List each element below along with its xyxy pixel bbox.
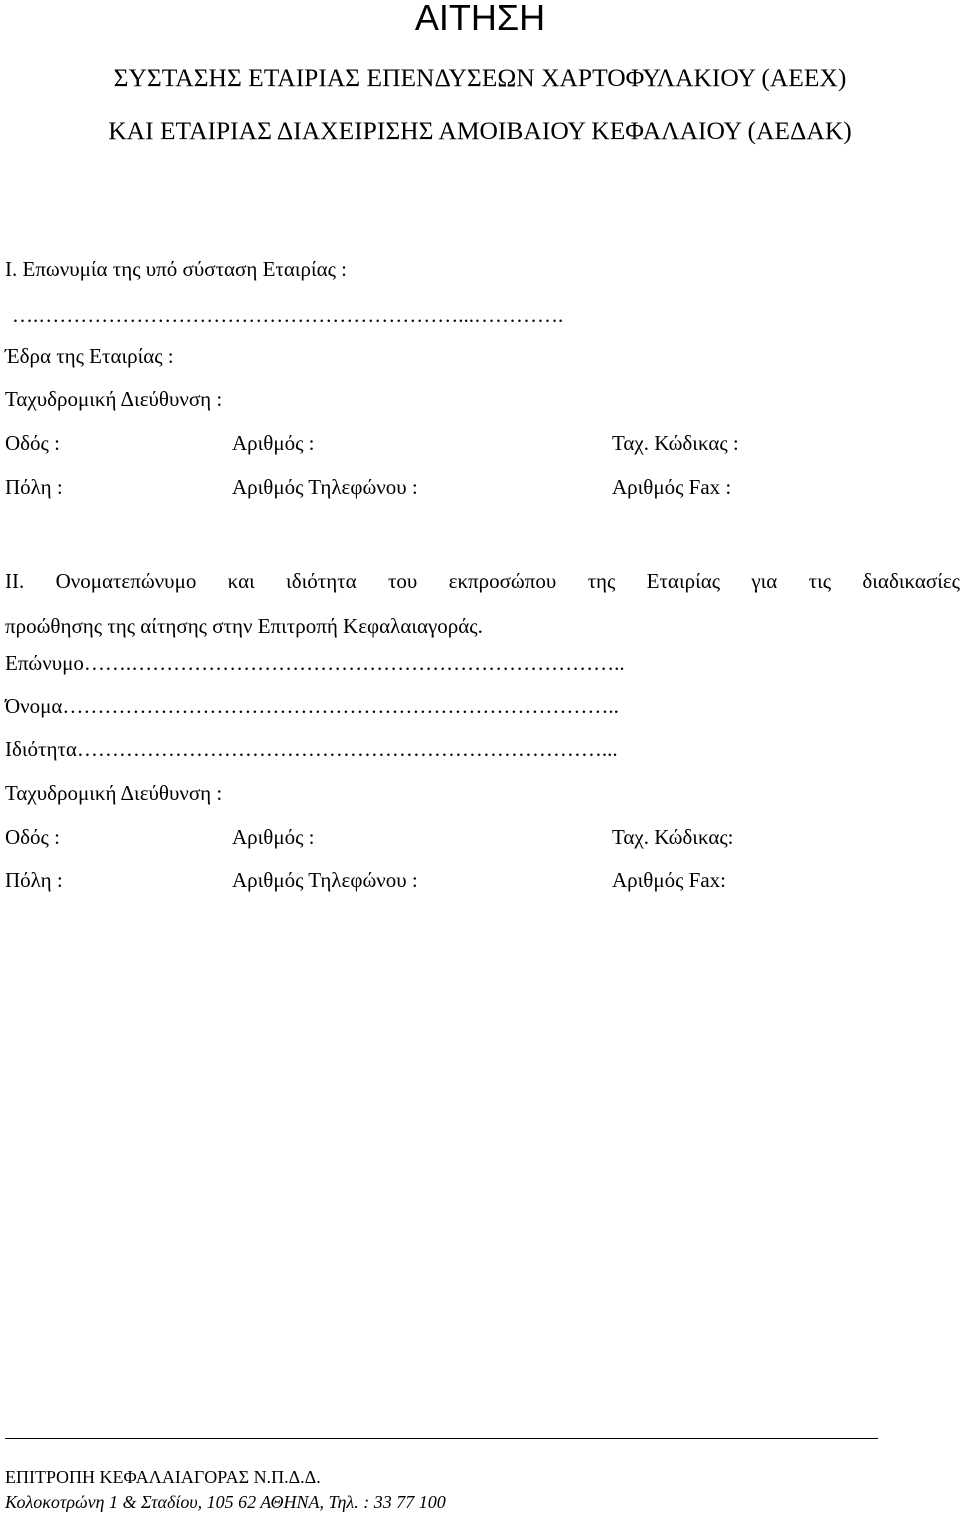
representative-city-label: Πόλη : xyxy=(5,868,63,892)
company-city-label: Πόλη : xyxy=(5,475,63,499)
company-number-label: Αριθμός : xyxy=(232,431,315,455)
representative-number-label: Αριθμός : xyxy=(232,825,315,849)
company-name-label: Ι. Επωνυμία της υπό σύσταση Εταιρίας : xyxy=(5,257,348,281)
representative-capacity-label: Ιδιότητα…………………………………………………………………... xyxy=(5,737,618,761)
representative-phone-label: Αριθμός Τηλεφώνου : xyxy=(232,868,418,892)
document-subtitle-line-2: ΚΑΙ ΕΤΑΙΡΙΑΣ ΔΙΑΧΕΙΡΙΣΗΣ ΑΜΟΙΒΑΙΟΥ ΚΕΦΑΛΑΙΟΥ (ΑΕΔΑΚ) xyxy=(108,116,852,145)
document-subtitle-line-1: ΣΥΣΤΑΣΗΣ ΕΤΑΙΡΙΑΣ ΕΠΕΝΔΥΣΕΩΝ ΧΑΡΤΟΦΥΛΑΚΙΟΥ (ΑΕΕΧ) xyxy=(113,63,847,92)
company-fax-label: Αριθμός Fax : xyxy=(612,475,732,499)
company-postal-address-label: Ταχυδρομική Διεύθυνση : xyxy=(5,387,223,411)
company-phone-label: Αριθμός Τηλεφώνου : xyxy=(232,475,418,499)
company-seat-label: Έδρα της Εταιρίας : xyxy=(5,344,174,368)
document-title: ΑΙΤΗΣΗ xyxy=(414,0,546,38)
representative-postcode-label: Ταχ. Κώδικας: xyxy=(612,825,734,849)
footer-address: Κολοκοτρώνη 1 & Σταδίου, 105 62 ΑΘΗΝΑ, Τηλ. : 33 77 100 xyxy=(5,1492,446,1512)
representative-surname-label: Επώνυμο…….…………………………………………………………….. xyxy=(5,651,625,675)
representative-name-label: Όνομα…………………………………………………………………….. xyxy=(5,694,619,718)
company-postcode-label: Ταχ. Κώδικας : xyxy=(612,431,739,455)
footer-divider xyxy=(5,1438,878,1439)
representative-street-label: Οδός : xyxy=(5,825,60,849)
company-name-dotted-line: ….……………………………………………………...…………. xyxy=(12,303,564,327)
company-street-label: Οδός : xyxy=(5,431,60,455)
representative-intro xyxy=(5,559,960,649)
representative-postal-address-label: Ταχυδρομική Διεύθυνση : xyxy=(5,781,223,805)
representative-fax-label: Αριθμός Fax: xyxy=(612,868,727,892)
representative-intro-line-2: προώθησης της αίτησης στην Επιτροπή Κεφαλαιαγοράς. xyxy=(5,614,483,638)
footer-organization: ΕΠΙΤΡΟΠΗ ΚΕΦΑΛΑΙΑΓΟΡΑΣ Ν.Π.Δ.Δ. xyxy=(5,1467,321,1487)
representative-intro-line-1: ΙΙ. Ονοματεπώνυμο και ιδιότητα του εκπροσώπου της Εταιρίας για τις διαδικασίες xyxy=(5,569,960,593)
